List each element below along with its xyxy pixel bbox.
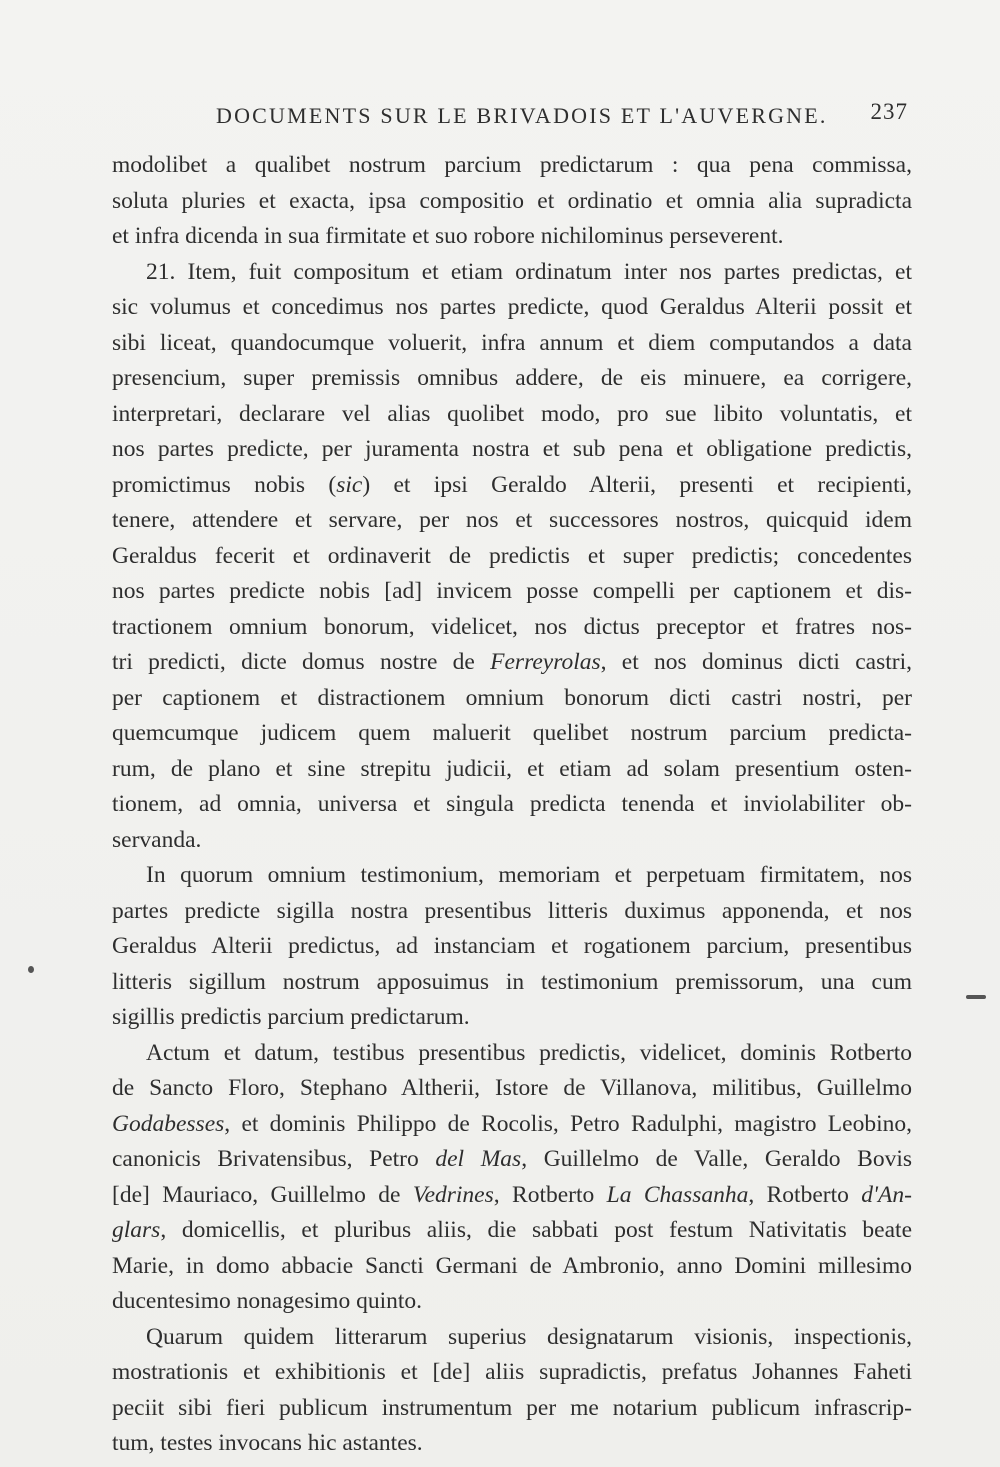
text-line bbox=[112, 1178, 912, 1214]
text-run: tri predicti, dicte domus nostre de bbox=[112, 649, 491, 675]
ink-speck bbox=[28, 966, 34, 973]
text-line bbox=[112, 1320, 912, 1356]
text-run: de Sancto Floro, Stephano Altherii, Istore de Villanova, militibus, Guillelmo bbox=[112, 1075, 912, 1101]
text-line bbox=[112, 326, 912, 362]
text-run: sigillis predictis parcium predictarum. bbox=[112, 1004, 470, 1030]
text-run: sibi liceat, quandocumque voluerit, infra annum et diem computandos a data bbox=[112, 329, 912, 356]
italic-run: Godabesses bbox=[112, 1110, 225, 1137]
text-run: nos partes predicte, per juramenta nostra et sub pena et obligatione predictis, bbox=[112, 436, 912, 462]
text-run: servanda. bbox=[112, 826, 202, 853]
text-run: Marie, in domo abbacie Sancti Germani de Ambronio, anno Domini millesimo bbox=[112, 1252, 912, 1279]
text-run: Geraldus Alterii predictus, ad instanciam et rogationem parcium, presentibus bbox=[112, 933, 912, 959]
text-line bbox=[112, 397, 912, 433]
text-line bbox=[112, 1036, 912, 1072]
text-run: per captionem et distractionem omnium bonorum dicti castri nostri, per bbox=[112, 684, 912, 711]
text-line bbox=[112, 1213, 912, 1249]
text-line bbox=[112, 1071, 912, 1107]
text-run: partes predicte sigilla nostra presentibus litteris duximus apponenda, et nos bbox=[112, 897, 912, 924]
text-run: tum, testes invocans hic astantes. bbox=[112, 1430, 423, 1456]
text-line bbox=[112, 148, 912, 184]
text-line bbox=[112, 468, 912, 504]
text-run: [de] Mauriaco, Guillelmo de bbox=[112, 1181, 413, 1208]
text-line bbox=[112, 539, 912, 575]
text-run: nos partes predicte nobis [ad] invicem posse compelli per captionem et dis- bbox=[112, 578, 912, 604]
text-run: In quorum omnium testimonium, memoriam et perpetuam firmitatem, nos bbox=[146, 862, 912, 888]
text-run: ) et ipsi Geraldo Alterii, presenti et recipienti, bbox=[362, 471, 913, 498]
page-number: 237 bbox=[870, 99, 908, 124]
text-run: , et dominis Philippo de Rocolis, Petro Radulphi, magistro Leobino, bbox=[224, 1110, 912, 1137]
text-run: et infra dicenda in sua firmitate et suo robore nichilominus perseverent. bbox=[112, 223, 784, 249]
text-line bbox=[112, 716, 912, 752]
text-line bbox=[112, 610, 912, 646]
text-run: Quarum quidem litterarum superius designatarum visionis, inspectionis, bbox=[146, 1323, 912, 1350]
running-title: DOCUMENTS SUR LE BRIVADOIS ET L'AUVERGNE. bbox=[216, 103, 828, 128]
text-line bbox=[112, 503, 912, 539]
text-line bbox=[112, 894, 912, 930]
text-run: sic volumus et concedimus nos partes predicte, quod Geraldus Alterii possit et bbox=[112, 294, 912, 320]
text-run: tractionem omnium bonorum, videlicet, nos dictus preceptor et fratres nos- bbox=[112, 613, 912, 640]
text-run: peciit sibi fieri publicum instrumentum per me notarium publicum infrascrip- bbox=[112, 1394, 912, 1421]
text-run: tenere, attendere et servare, per nos et successores nostros, quicquid idem bbox=[112, 507, 912, 533]
text-line bbox=[112, 681, 912, 717]
text-line bbox=[112, 184, 912, 220]
text-run: soluta pluries et exacta, ipsa compositio et ordinatio et omnia alia supradicta bbox=[112, 187, 912, 214]
text-line bbox=[112, 929, 912, 965]
text-run: canonicis Brivatensibus, Petro bbox=[112, 1146, 436, 1172]
body-text bbox=[112, 148, 912, 1462]
text-run: modolibet a qualibet nostrum parcium predictarum : qua pena commissa, bbox=[112, 152, 912, 178]
text-line bbox=[112, 1284, 912, 1320]
text-line bbox=[112, 290, 912, 326]
italic-run: Ferreyrolas bbox=[490, 649, 601, 675]
text-run: , Guillelmo de Valle, Geraldo Bovis bbox=[521, 1146, 913, 1172]
text-line bbox=[112, 1391, 912, 1427]
italic-run: d'An- bbox=[861, 1181, 912, 1208]
text-run: , domicellis, et pluribus aliis, die sabbati post festum Nativitatis beate bbox=[160, 1217, 912, 1243]
text-run: tionem, ad omnia, universa et singula predicta tenenda et inviolabiliter ob- bbox=[112, 791, 912, 817]
text-run: , et nos dominus dicti castri, bbox=[600, 649, 912, 675]
text-run: presencium, super premissis omnibus addere, de eis minuere, ea corrigere, bbox=[112, 365, 912, 391]
text-line bbox=[112, 752, 912, 788]
text-run: , Rotberto bbox=[493, 1181, 607, 1208]
text-line bbox=[112, 858, 912, 894]
italic-run: del Mas bbox=[435, 1146, 522, 1172]
text-line bbox=[112, 1107, 912, 1143]
text-run: Geraldus fecerit et ordinaverit de predictis et super predictis; concedentes bbox=[112, 542, 912, 569]
text-run: interpretari, declarare vel alias quolibet modo, pro sue libito voluntatis, et bbox=[112, 400, 912, 427]
text-run: , Rotberto bbox=[748, 1181, 862, 1208]
italic-run: sic bbox=[336, 471, 363, 498]
italic-run: Vedrines bbox=[412, 1181, 494, 1208]
text-line bbox=[112, 787, 912, 823]
text-line bbox=[112, 965, 912, 1001]
text-line bbox=[112, 823, 912, 859]
text-run: ducentesimo nonagesimo quinto. bbox=[112, 1288, 423, 1314]
text-line bbox=[112, 1142, 912, 1178]
text-line bbox=[112, 361, 912, 397]
text-run: quemcumque judicem quem maluerit quelibet nostrum parcium predicta- bbox=[112, 720, 912, 746]
text-run: litteris sigillum nostrum apposuimus in testimonium premissorum, una cum bbox=[112, 968, 912, 995]
text-line bbox=[112, 255, 912, 291]
text-run: 21. Item, fuit compositum et etiam ordinatum inter nos partes predictas, et bbox=[146, 258, 912, 285]
text-line bbox=[112, 1000, 912, 1036]
text-run: promictimus nobis ( bbox=[112, 471, 337, 498]
italic-run: La Chassanha bbox=[606, 1181, 749, 1208]
page-header bbox=[112, 99, 912, 143]
text-run: Actum et datum, testibus presentibus predictis, videlicet, dominis Rotberto bbox=[146, 1039, 912, 1066]
italic-run: glars bbox=[112, 1217, 161, 1243]
text-line bbox=[112, 1426, 912, 1462]
text-line bbox=[112, 574, 912, 610]
text-line bbox=[112, 219, 912, 255]
text-line bbox=[112, 432, 912, 468]
text-line bbox=[112, 1355, 912, 1391]
text-run: rum, de plano et sine strepitu judicii, et etiam ad solam presentium osten- bbox=[112, 755, 912, 782]
ink-stroke bbox=[966, 995, 986, 999]
text-run: mostrationis et exhibitionis et [de] aliis supradictis, prefatus Johannes Faheti bbox=[112, 1359, 912, 1385]
text-line bbox=[112, 645, 912, 681]
text-line bbox=[112, 1249, 912, 1285]
